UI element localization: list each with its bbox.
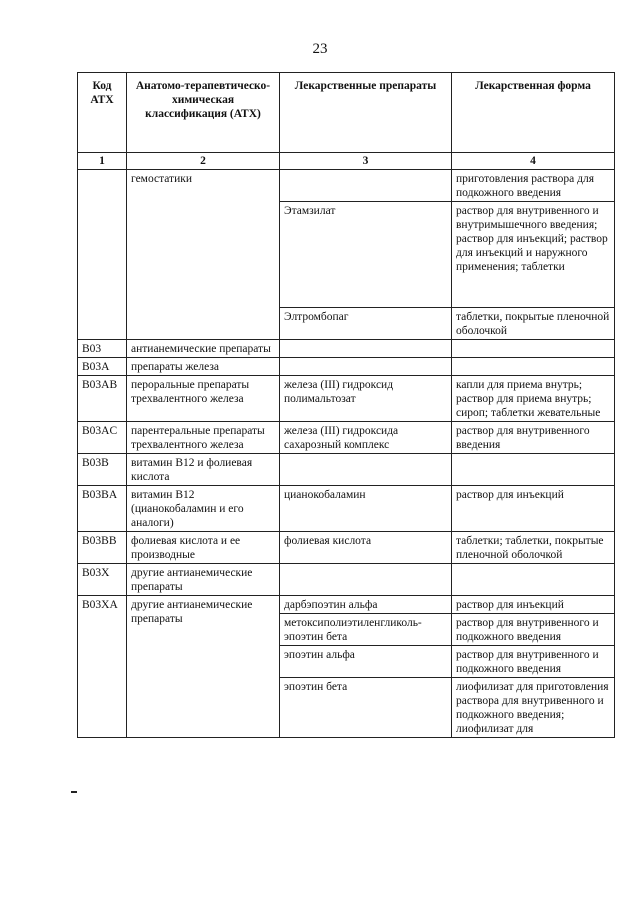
header-atc-code: Код АТХ (78, 73, 127, 153)
form-cell: раствор для внутривенного и подкожного введения (452, 646, 615, 678)
form-cell: капли для приема внутрь; раствор для приема внутрь; сироп; таблетки жевательные (452, 376, 615, 422)
margin-mark (71, 791, 77, 793)
column-number: 4 (452, 153, 615, 170)
table-row (78, 596, 615, 614)
table-row (78, 358, 615, 376)
classification-cell: пероральные препараты трехвалентного железа (127, 376, 280, 422)
drug-cell: эпоэтин бета (280, 678, 452, 738)
column-number: 2 (127, 153, 280, 170)
drug-cell (280, 454, 452, 486)
table-row (78, 486, 615, 532)
table-row (78, 532, 615, 564)
form-cell: раствор для внутривенного и подкожного введения (452, 614, 615, 646)
form-cell (452, 564, 615, 596)
drug-table (77, 72, 615, 738)
drug-cell: эпоэтин альфа (280, 646, 452, 678)
form-cell (452, 358, 615, 376)
classification-cell: препараты железа (127, 358, 280, 376)
form-cell: таблетки, покрытые пленочной оболочкой (452, 308, 615, 340)
drug-cell: железа (III) гидроксид полимальтозат (280, 376, 452, 422)
classification-cell: витамин B12 и фолиевая кислота (127, 454, 280, 486)
atc-code-cell: B03AC (78, 422, 127, 454)
form-cell: лиофилизат для приготовления раствора для внутривенного и подкожного введения; лиофилизат для (452, 678, 615, 738)
atc-code-cell: B03BA (78, 486, 127, 532)
table-row (78, 376, 615, 422)
table-row (78, 422, 615, 454)
classification-cell: парентеральные препараты трехвалентного железа (127, 422, 280, 454)
drug-cell: Этамзилат (280, 202, 452, 308)
header-drugs: Лекарственные препараты (280, 73, 452, 153)
form-cell: раствор для инъекций (452, 486, 615, 532)
drug-cell: фолиевая кислота (280, 532, 452, 564)
drug-cell (280, 564, 452, 596)
classification-cell: витамин B12 (цианокобаламин и его аналоги) (127, 486, 280, 532)
classification-cell: гемостатики (127, 170, 280, 340)
page-number: 23 (312, 41, 328, 57)
drug-cell: дарбэпоэтин альфа (280, 596, 452, 614)
column-number: 1 (78, 153, 127, 170)
atc-code-cell: B03A (78, 358, 127, 376)
classification-cell: фолиевая кислота и ее производные (127, 532, 280, 564)
classification-cell: антианемические препараты (127, 340, 280, 358)
drug-cell: цианокобаламин (280, 486, 452, 532)
classification-cell: другие антианемические препараты (127, 596, 280, 738)
form-cell: таблетки; таблетки, покрытые пленочной оболочкой (452, 532, 615, 564)
atc-code-cell: B03B (78, 454, 127, 486)
table-row (78, 340, 615, 358)
atc-code-cell: B03BB (78, 532, 127, 564)
form-cell: раствор для внутривенного и внутримышечного введения; раствор для инъекций; раствор для инъекций и наружного применения; таблетки (452, 202, 615, 308)
form-cell: раствор для инъекций (452, 596, 615, 614)
form-cell: приготовления раствора для подкожного введения (452, 170, 615, 202)
drug-cell (280, 170, 452, 202)
table-row (78, 170, 615, 202)
atc-code-cell: B03XA (78, 596, 127, 738)
drug-cell: Элтромбопаг (280, 308, 452, 340)
column-number-row (78, 153, 615, 170)
column-number: 3 (280, 153, 452, 170)
table-row (78, 454, 615, 486)
header-dosage-form: Лекарственная форма (452, 73, 615, 153)
table-header-row (78, 73, 615, 153)
drug-cell (280, 340, 452, 358)
form-cell: раствор для внутривенного введения (452, 422, 615, 454)
header-atc-classification: Анатомо-терапевтическо-химическая классификация (АТХ) (127, 73, 280, 153)
atc-code-cell: B03 (78, 340, 127, 358)
atc-code-cell: B03AB (78, 376, 127, 422)
classification-cell: другие антианемические препараты (127, 564, 280, 596)
table-row (78, 564, 615, 596)
drug-cell (280, 358, 452, 376)
atc-code-cell (78, 170, 127, 340)
drug-cell: метоксиполиэтиленгликоль-эпоэтин бета (280, 614, 452, 646)
form-cell (452, 340, 615, 358)
form-cell (452, 454, 615, 486)
atc-code-cell: B03X (78, 564, 127, 596)
drug-cell: железа (III) гидроксида сахарозный комплекс (280, 422, 452, 454)
